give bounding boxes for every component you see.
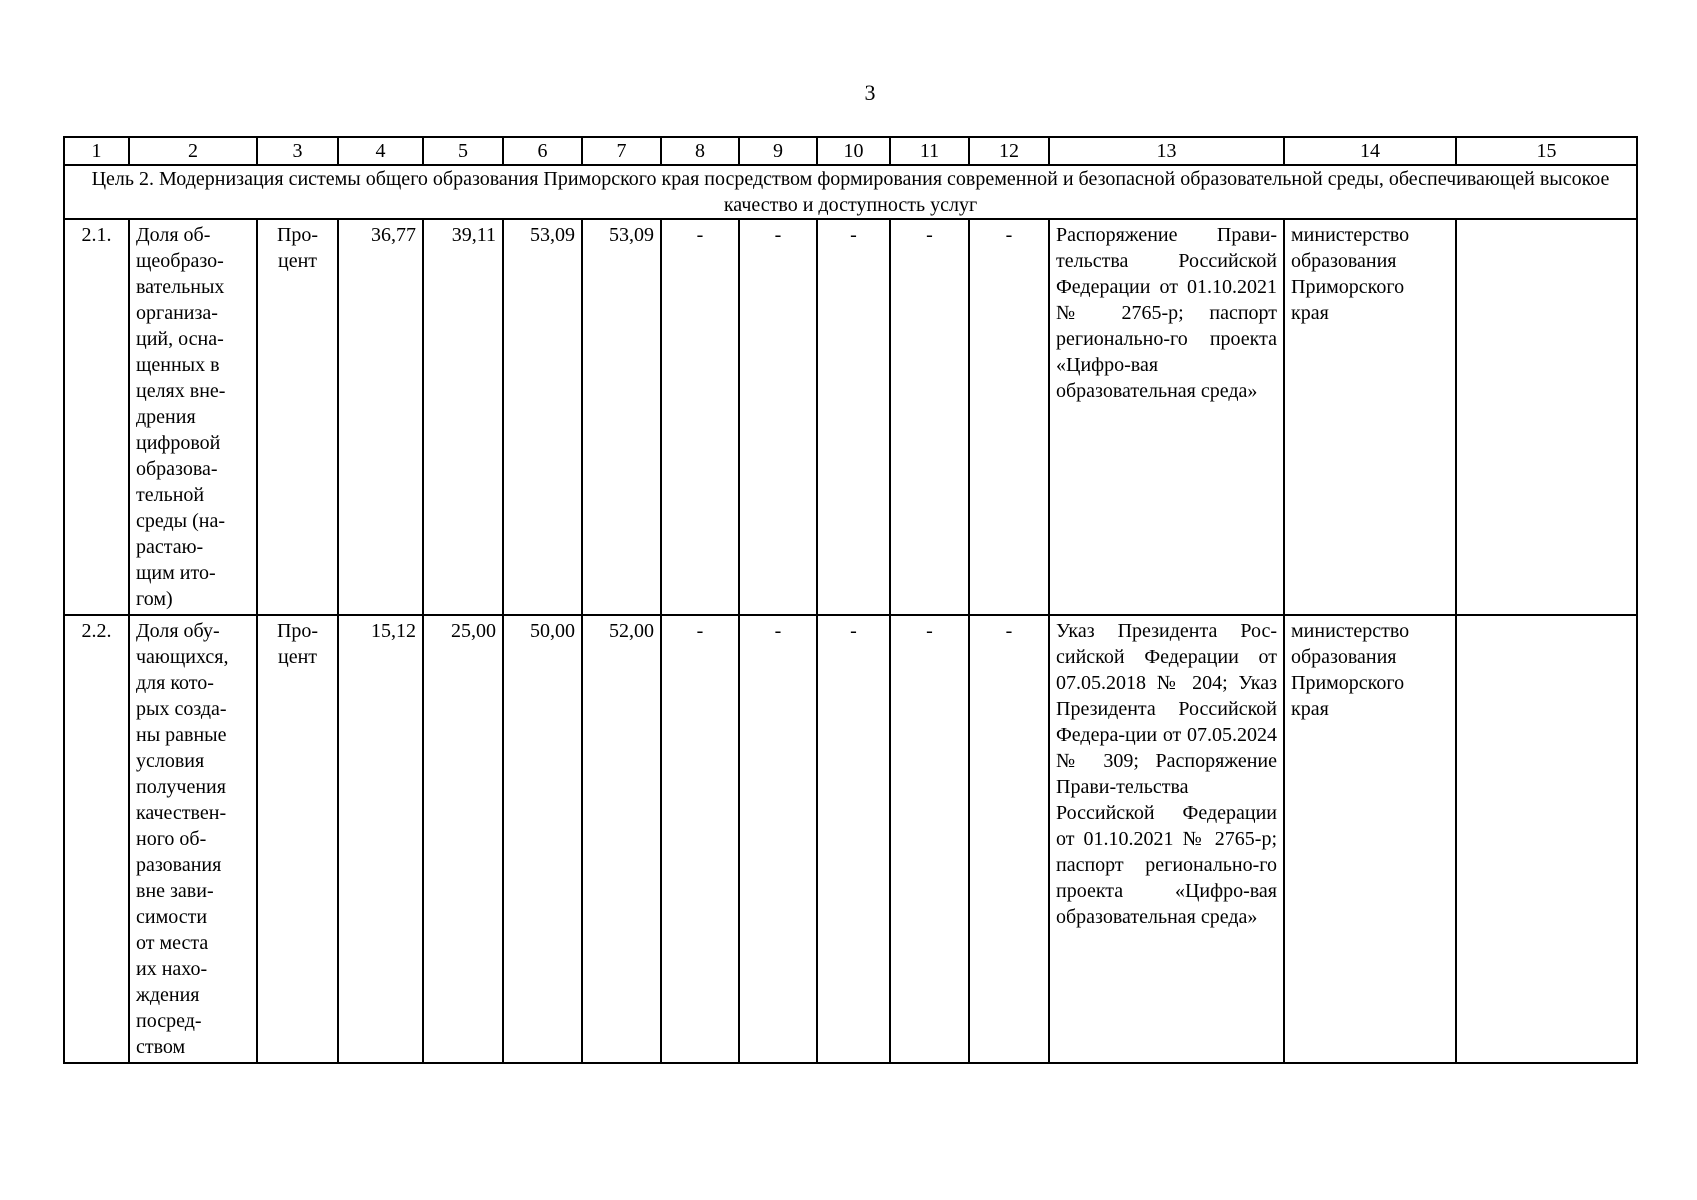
value-col-7: 52,00 — [582, 615, 661, 1063]
column-number-11: 11 — [890, 137, 969, 165]
value-col-6: 50,00 — [503, 615, 582, 1063]
indicator-number: 2.1. — [64, 219, 129, 615]
table-row — [64, 219, 1637, 615]
goal-row — [64, 165, 1637, 219]
indicator-number: 2.2. — [64, 615, 129, 1063]
value-col-8: - — [661, 219, 739, 615]
column-number-3: 3 — [257, 137, 338, 165]
value-col-4: 36,77 — [338, 219, 423, 615]
column-number-6: 6 — [503, 137, 582, 165]
unit-of-measure: Про- цент — [257, 615, 338, 1063]
value-col-10: - — [817, 219, 890, 615]
column-number-14: 14 — [1284, 137, 1456, 165]
indicator-name: Доля об- щеобразо- вательных организа- ций, осна- щенных в целях вне- дрения цифровой образова- тельной среды (на- растаю- щим ито- гом) — [129, 219, 257, 615]
table-row — [64, 615, 1637, 1063]
value-col-4: 15,12 — [338, 615, 423, 1063]
indicator-name: Доля обу- чающихся, для кото- рых созда- ны равные условия получения качествен- ного об- разования вне зави- симости от места их нахо- ждения посред- ством — [129, 615, 257, 1063]
value-col-12: - — [969, 219, 1049, 615]
column-number-12: 12 — [969, 137, 1049, 165]
value-col-12: - — [969, 615, 1049, 1063]
value-col-10: - — [817, 615, 890, 1063]
table-header-row — [64, 137, 1637, 165]
column-number-10: 10 — [817, 137, 890, 165]
value-col-15 — [1456, 219, 1637, 615]
value-col-9: - — [739, 219, 817, 615]
responsible-body: министерство образования Приморского края — [1284, 615, 1456, 1063]
column-number-7: 7 — [582, 137, 661, 165]
responsible-body: министерство образования Приморского края — [1284, 219, 1456, 615]
value-col-9: - — [739, 615, 817, 1063]
value-col-11: - — [890, 615, 969, 1063]
legal-basis: Указ Президента Рос-сийской Федерации от 07.05.2018 № 204; Указ Президента Российской Федера-ции от 07.05.2024 № 309; Распоряжение Прави-тельства Российской Федерации от 01.10.2021 № 2765-р; паспорт регионально-го проекта «Цифро-вая образовательная среда» — [1049, 615, 1284, 1063]
goal-text: Цель 2. Модернизация системы общего образования Приморского края посредством формирования современной и безопасной образовательной среды, обеспечивающей высокое качество и доступность услуг — [64, 165, 1637, 219]
value-col-6: 53,09 — [503, 219, 582, 615]
legal-basis: Распоряжение Прави-тельства Российской Федерации от 01.10.2021 № 2765-р; паспорт регионально-го проекта «Цифро-вая образовательная среда» — [1049, 219, 1284, 615]
column-number-5: 5 — [423, 137, 503, 165]
value-col-7: 53,09 — [582, 219, 661, 615]
column-number-1: 1 — [64, 137, 129, 165]
column-number-8: 8 — [661, 137, 739, 165]
value-col-8: - — [661, 615, 739, 1063]
column-number-15: 15 — [1456, 137, 1637, 165]
page-number: 3 — [864, 80, 876, 105]
value-col-15 — [1456, 615, 1637, 1063]
value-col-11: - — [890, 219, 969, 615]
column-number-9: 9 — [739, 137, 817, 165]
value-col-5: 25,00 — [423, 615, 503, 1063]
value-col-5: 39,11 — [423, 219, 503, 615]
column-number-4: 4 — [338, 137, 423, 165]
indicators-table — [63, 136, 1638, 1064]
column-number-2: 2 — [129, 137, 257, 165]
column-number-13: 13 — [1049, 137, 1284, 165]
unit-of-measure: Про- цент — [257, 219, 338, 615]
